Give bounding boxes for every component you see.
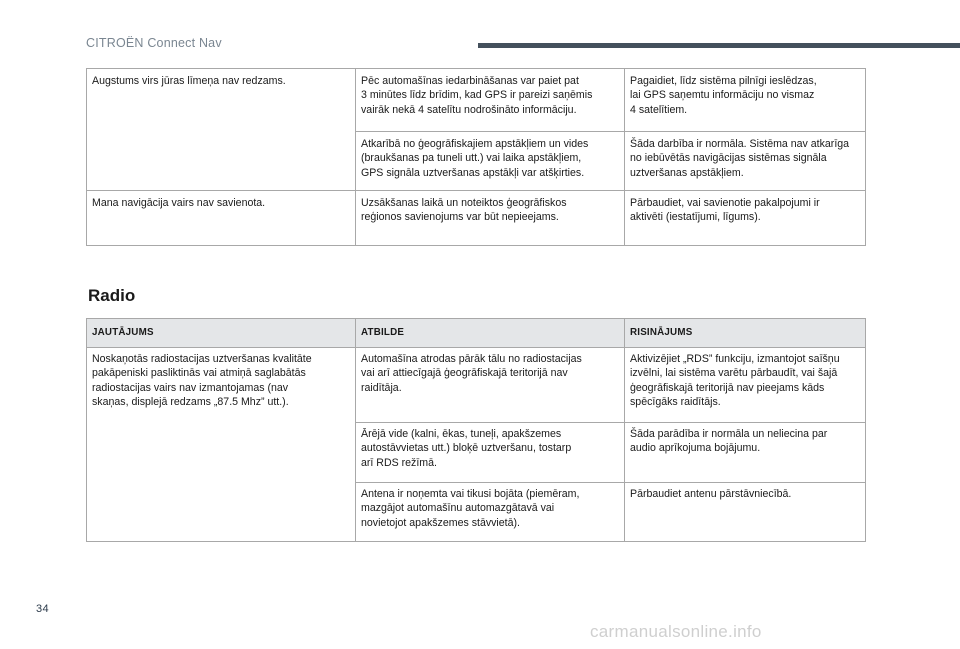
text-line: vairāk nekā 4 satelītu nodrošināto informāciju.: [361, 103, 577, 116]
text-line: Antena ir noņemta vai tikusi bojāta (piemēram,: [361, 488, 580, 500]
text-line: no iebūvētās navigācijas sistēmas signāla: [630, 152, 827, 165]
watermark: carmanualsonline.info: [590, 622, 762, 641]
text-line: arī RDS režīmā.: [361, 456, 437, 469]
text-line: skaņas, displejā redzams „87.5 Mhz” utt.).: [92, 395, 289, 408]
text-line: GPS signāla uztveršanas apstākļi var atšķirties.: [361, 166, 585, 179]
text-line: raidītāja.: [361, 381, 402, 394]
answer-cell: [356, 69, 625, 132]
question-cell: [87, 191, 356, 246]
header-bar: [478, 43, 960, 48]
answer-cell: [356, 483, 625, 542]
text-line: Pārbaudiet antenu pārstāvniecībā.: [630, 488, 792, 500]
text-line: radiostacijas vairs nav izmantojamas (nav: [92, 381, 289, 394]
page-number: 34: [36, 603, 50, 615]
text-line: Automašīna atrodas pārāk tālu no radiostacijas: [361, 353, 582, 365]
table-row: [87, 348, 866, 423]
text-line: aktivēti (iestatījumi, līgums).: [630, 211, 761, 224]
answer-cell: [356, 423, 625, 483]
text-line: Mana navigācija vairs nav savienota.: [92, 197, 266, 209]
solution-cell: [625, 348, 866, 423]
text-line: 4 satelītiem.: [630, 103, 688, 116]
text-line: mazgājot automašīnu automazgātavā vai: [361, 502, 555, 515]
solution-cell: [625, 483, 866, 542]
text-line: Šāda darbība ir normāla. Sistēma nav atkarīga: [630, 138, 850, 150]
text-line: audio aprīkojuma bojājumu.: [630, 442, 761, 455]
text-line: Augstums virs jūras līmeņa nav redzams.: [92, 75, 286, 87]
answer-cell: [356, 348, 625, 423]
text-line: Uzsākšanas laikā un noteiktos ģeogrāfiskos: [361, 197, 567, 209]
text-line: 3 minūtes līdz brīdim, kad GPS ir pareizi saņēmis: [361, 89, 593, 102]
text-line: reģionos savienojums var būt nepieejams.: [361, 211, 559, 224]
text-line: Pagaidiet, līdz sistēma pilnīgi ieslēdzas,: [630, 75, 817, 87]
solution-cell: [625, 69, 866, 132]
answer-cell: [356, 132, 625, 191]
text-line: uztveršanas apstākļiem.: [630, 166, 744, 179]
text-line: pakāpeniski pasliktinās vai atmiņā saglabātās: [92, 367, 306, 380]
radio-section-heading: Radio: [88, 286, 136, 305]
solution-cell: [625, 191, 866, 246]
text-line: spēcīgāks raidītājs.: [630, 395, 721, 408]
manual-title: CITROËN Connect Nav: [86, 36, 222, 50]
question-cell: [87, 69, 356, 191]
navigation-troubleshooting-table: [86, 68, 866, 246]
column-header-solution: RISINĀJUMS: [625, 319, 866, 348]
text-line: Noskaņotās radiostacijas uztveršanas kvalitāte: [92, 353, 312, 365]
table-header-row: [87, 319, 866, 348]
text-line: Pēc automašīnas iedarbināšanas var paiet pat: [361, 75, 579, 87]
text-line: ģeogrāfiskajā teritorijā nav pieejams kāds: [630, 381, 825, 394]
text-line: Aktivizējiet „RDS” funkciju, izmantojot saīšņu: [630, 353, 840, 365]
text-line: Atkarībā no ģeogrāfiskajiem apstākļiem un vides: [361, 138, 589, 150]
answer-cell: [356, 191, 625, 246]
text-line: izvēlni, lai sistēma varētu pārbaudīt, vai šajā: [630, 367, 838, 380]
solution-cell: [625, 132, 866, 191]
text-line: Ārējā vide (kalni, ēkas, tuneļi, apakšzemes: [361, 428, 562, 440]
radio-troubleshooting-table: [86, 318, 866, 542]
table-row: [87, 191, 866, 246]
text-line: (braukšanas pa tuneli utt.) vai laika apstākļiem,: [361, 152, 582, 165]
text-line: autostāvvietas utt.) bloķē uztveršanu, tostarp: [361, 442, 572, 455]
column-header-answer: ATBILDE: [356, 319, 625, 348]
question-cell: [87, 348, 356, 542]
text-line: Šāda parādība ir normāla un neliecina par: [630, 428, 828, 440]
text-line: lai GPS saņemtu informāciju no vismaz: [630, 89, 815, 102]
solution-cell: [625, 423, 866, 483]
text-line: vai arī attiecīgajā ģeogrāfiskajā teritorijā nav: [361, 367, 568, 380]
column-header-question: JAUTĀJUMS: [87, 319, 356, 348]
table-row: [87, 69, 866, 132]
text-line: Pārbaudiet, vai savienotie pakalpojumi ir: [630, 197, 820, 209]
text-line: novietojot apakšzemes stāvvietā).: [361, 516, 520, 529]
